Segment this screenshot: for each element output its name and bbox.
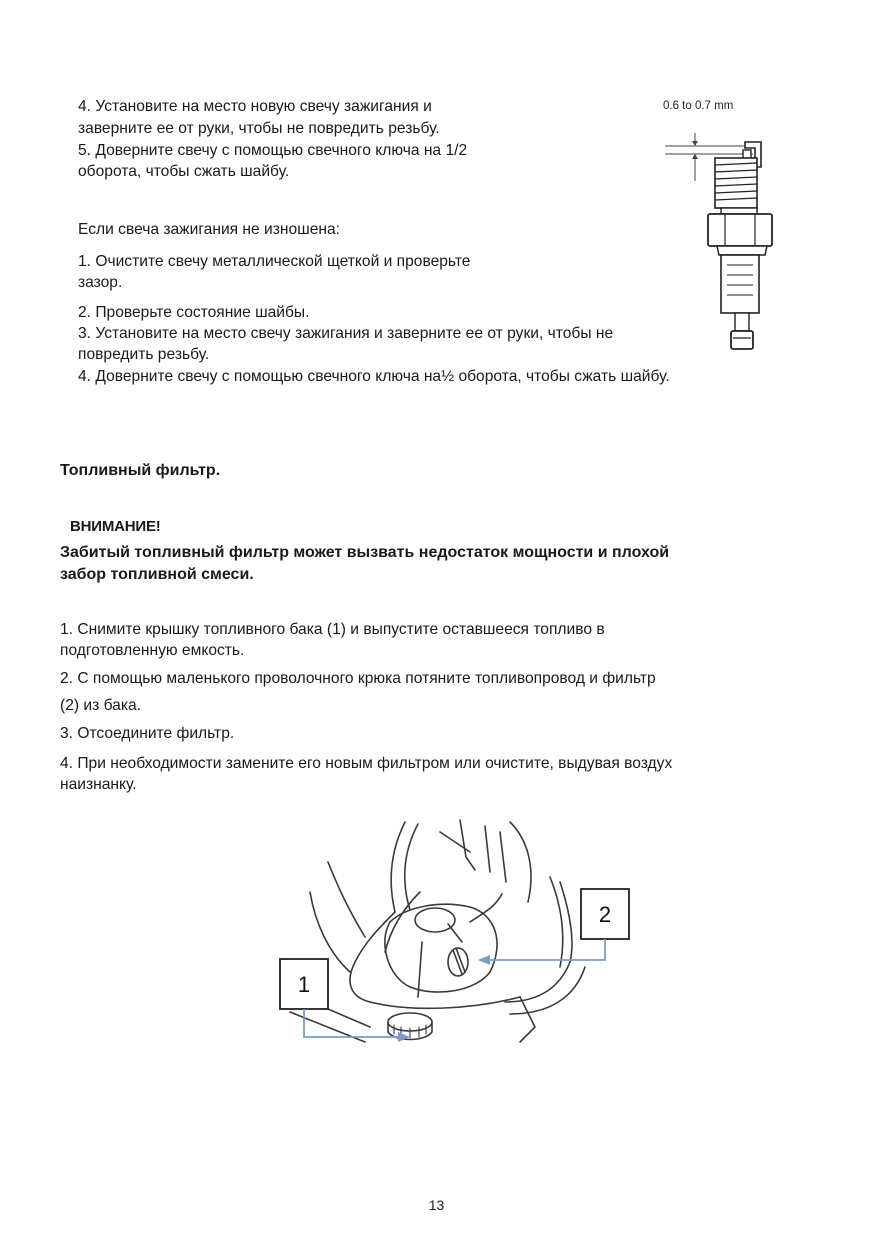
gap-label: 0.6 to 0.7 mm — [663, 100, 734, 112]
spark-plug-figure — [655, 95, 775, 360]
warning-label: ВНИМАНИЕ! — [70, 518, 161, 535]
filter-step-1-line-1: 1. Снимите крышку топливного бака (1) и выпустите оставшееся топливо в — [60, 621, 605, 638]
filter-step-4-line-1: 4. При необходимости замените его новым фильтром или очистите, выдувая воздух — [60, 755, 673, 772]
not-worn-step-1-line-2: зазор. — [78, 274, 123, 291]
not-worn-step-1-line-1: 1. Очистите свечу металлической щеткой и проверьте — [78, 253, 471, 270]
not-worn-step-3-line-1: 3. Установите на место свечу зажигания и заверните ее от руки, чтобы не — [78, 325, 614, 342]
install-step-4-line-1: 4. Установите на место новую свечу зажигания и — [78, 98, 432, 115]
warning-text-line-2: забор топливной смеси. — [60, 566, 254, 583]
page-number: 13 — [428, 1197, 445, 1213]
fuel-filter-title: Топливный фильтр. — [60, 462, 221, 479]
filter-step-3: 3. Отсоедините фильтр. — [60, 725, 235, 742]
install-step-5-line-1: 5. Доверните свечу с помощью свечного ключа на 1/2 — [78, 142, 468, 159]
install-step-4-line-2: заверните ее от руки, чтобы не повредить резьбу. — [78, 120, 440, 137]
not-worn-intro: Если свеча зажигания не изношена: — [78, 221, 340, 238]
callout-1: 1 — [297, 972, 311, 997]
filter-step-1-line-2: подготовленную емкость. — [60, 642, 245, 659]
warning-text-line-1: Забитый топливный фильтр может вызвать недостаток мощности и плохой — [60, 544, 670, 561]
callout-2: 2 — [598, 902, 612, 927]
filter-step-2-line-2: (2) из бака. — [60, 697, 141, 714]
not-worn-step-3-line-2: повредить резьбу. — [78, 346, 210, 363]
install-step-5-line-2: оборота, чтобы сжать шайбу. — [78, 163, 290, 180]
filter-step-2-line-1: 2. С помощью маленького проволочного крюка потяните топливопровод и фильтр — [60, 670, 656, 687]
fuel-tank-diagram — [270, 812, 640, 1057]
not-worn-step-4: 4. Доверните свечу с помощью свечного ключа на½ оборота, чтобы сжать шайбу. — [78, 368, 670, 385]
not-worn-step-2: 2. Проверьте состояние шайбы. — [78, 304, 310, 321]
filter-step-4-line-2: наизнанку. — [60, 776, 137, 793]
